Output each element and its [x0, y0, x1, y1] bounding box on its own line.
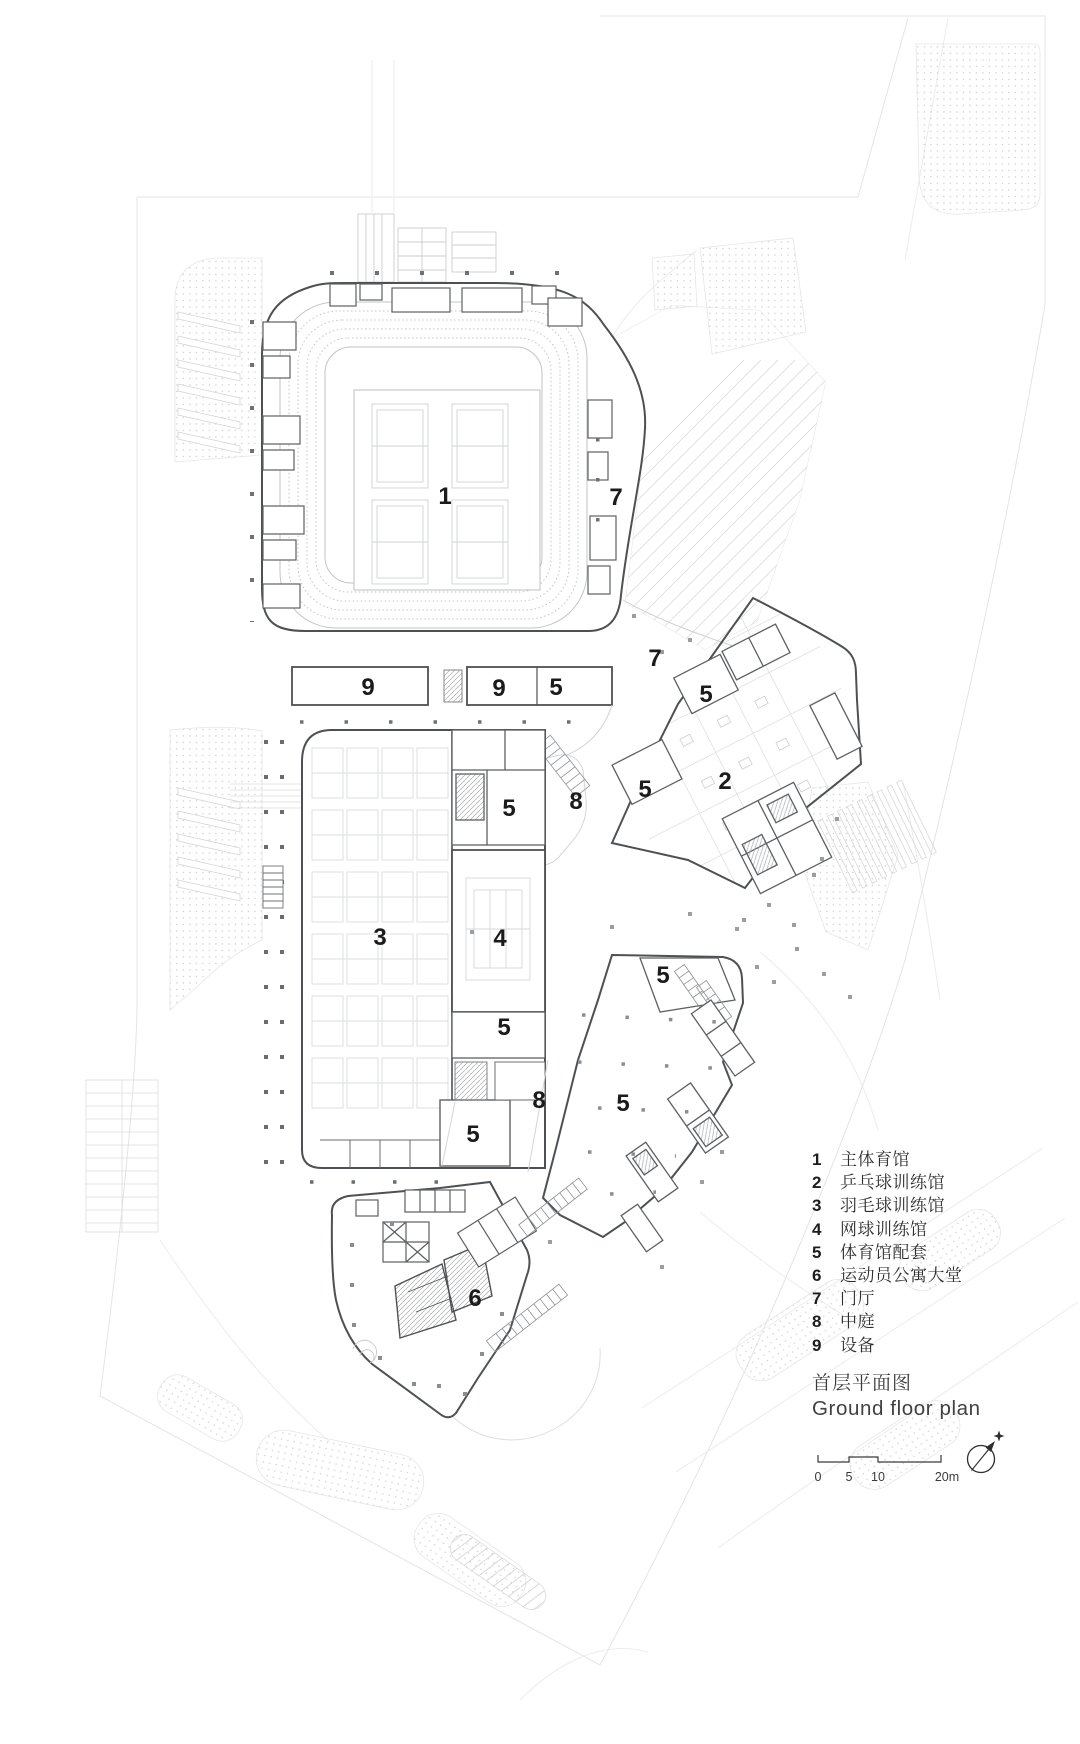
plan-label-2: 2	[718, 768, 732, 795]
legend-label: 羽毛球训练馆	[840, 1196, 945, 1216]
plan-label-7b: 7	[648, 645, 662, 672]
drawing-title-zh: 首层平面图	[812, 1373, 913, 1394]
plan-label-5b: 5	[699, 681, 713, 708]
legend-item-8	[812, 1310, 963, 1333]
legend-num: 7	[812, 1289, 822, 1309]
plan-label-4: 4	[493, 925, 507, 952]
plan-label-5g: 5	[616, 1090, 630, 1117]
drawing-title-en: Ground floor plan	[812, 1397, 981, 1420]
scale-tick-10: 10	[871, 1470, 885, 1484]
legend-label: 设备	[840, 1335, 875, 1355]
plan-label-1: 1	[438, 483, 452, 510]
legend-item-6	[812, 1264, 963, 1287]
legend-num: 2	[812, 1173, 822, 1193]
legend	[812, 1148, 963, 1357]
plan-label-6: 6	[468, 1285, 482, 1312]
plan-label-7a: 7	[609, 484, 623, 511]
legend-label: 主体育馆	[840, 1150, 910, 1169]
plan-label-5h: 5	[466, 1121, 480, 1148]
plan-label-9a: 9	[361, 674, 375, 701]
plan-label-5d: 5	[502, 795, 516, 822]
plan-label-8b: 8	[532, 1087, 546, 1114]
building-6-apartment-lobby	[332, 1178, 587, 1417]
legend-num: 8	[812, 1312, 822, 1332]
legend-item-1	[812, 1148, 963, 1171]
legend-item-7	[812, 1287, 963, 1310]
plan-label-3: 3	[373, 924, 387, 951]
legend-item-5	[812, 1241, 963, 1264]
plan-label-5c: 5	[638, 776, 652, 803]
legend-label: 中庭	[840, 1312, 875, 1332]
legend-num: 9	[812, 1335, 822, 1355]
legend-item-3	[812, 1194, 963, 1217]
legend-label: 门厅	[840, 1289, 875, 1309]
plan-label-8a: 8	[569, 788, 583, 815]
legend-num: 5	[812, 1242, 822, 1262]
scale-tick-0: 0	[814, 1470, 822, 1484]
scale-tick-20m: 20m	[934, 1470, 960, 1484]
legend-item-4	[812, 1218, 963, 1241]
plan-label-9b: 9	[492, 675, 506, 702]
plan-label-5a: 5	[549, 674, 563, 701]
building-1-main-stadium	[252, 214, 645, 722]
parking-block-southwest	[86, 1080, 158, 1232]
legend-item-2	[812, 1171, 963, 1194]
legend-label: 体育馆配套	[840, 1242, 928, 1262]
legend-num: 1	[812, 1150, 822, 1169]
scale-tick-5: 5	[845, 1470, 853, 1484]
north-arrow-icon	[968, 1431, 1005, 1473]
legend-item-9	[812, 1334, 963, 1357]
building-4-tennis	[452, 730, 545, 1100]
plan-label-5f: 5	[497, 1014, 511, 1041]
plan-label-5e: 5	[656, 962, 670, 989]
legend-num: 6	[812, 1265, 822, 1285]
legend-label: 运动员公寓大堂	[840, 1265, 963, 1285]
legend-label: 网球训练馆	[840, 1219, 928, 1239]
legend-label: 乒乓球训练馆	[840, 1173, 945, 1193]
legend-num: 4	[812, 1219, 822, 1239]
drawing-title	[812, 1372, 981, 1422]
legend-num: 3	[812, 1196, 822, 1216]
